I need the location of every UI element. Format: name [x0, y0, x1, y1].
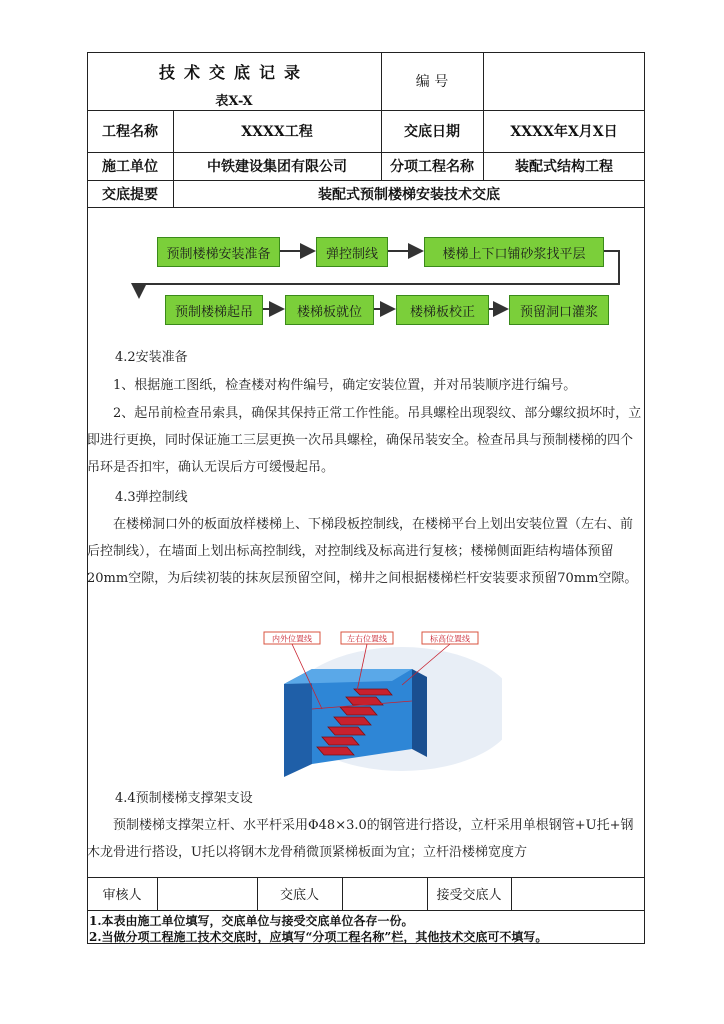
flow-step-7: 预留洞口灌浆 — [509, 295, 609, 325]
section-4-3-heading: 4.3弹控制线 — [115, 490, 188, 505]
diagram-label-2: 左右位置线 — [347, 634, 387, 644]
diagram-label-1: 内外位置线 — [272, 634, 312, 644]
form-title: 技术交底记录 — [158, 63, 309, 82]
reviewer-value — [157, 877, 257, 910]
section-4-4-text: 预制楼梯支撑架立杆、水平杆采用Φ48×3.0的钢管进行搭设，立杆采用单根钢管+U托+钢木龙骨进行搭设，U托以将钢木龙骨稍微顶紧梯板面为宜；立杆沿楼梯宽度方 — [87, 818, 634, 860]
reviewer-label: 审核人 — [102, 888, 142, 903]
discloser-label: 交底人 — [279, 888, 319, 903]
receiver-value — [511, 877, 645, 910]
section-4-2-heading: 4.2安装准备 — [115, 350, 188, 365]
flow-step-4: 预制楼梯起吊 — [165, 295, 263, 325]
section-4-3-text: 在楼梯洞口外的板面放样楼梯上、下梯段板控制线，在楼梯平台上划出安装位置（左右、前后控制线），在墙面上划出标高控制线，对控制线及标高进行复核；楼梯侧面距结构墙体预留20mm空隙，为后续初装的抹灰层预留空间，梯井之间根据楼梯栏杆安装要求预留70mm空隙。 — [87, 517, 638, 586]
note-1: 1.本表由施工单位填写，交底单位与接受交底单位各存一份。 — [89, 914, 414, 928]
stair-control-line-diagram — [262, 629, 502, 779]
table-number: 表X-X — [215, 94, 253, 109]
rule — [87, 910, 645, 911]
section-4-2-item-1: 1、根据施工图纸，检查楼对构件编号，确定安装位置，并对吊装顺序进行编号。 — [113, 378, 577, 393]
disclosure-form — [87, 52, 645, 944]
section-4-4-heading: 4.4预制楼梯支撑架支设 — [115, 791, 253, 806]
construction-unit-value: 中铁建设集团有限公司 — [207, 159, 347, 175]
diagram-label-3: 标高位置线 — [430, 634, 470, 644]
discloser-value — [342, 877, 427, 910]
number-value — [483, 52, 645, 110]
date-label: 交底日期 — [404, 124, 460, 140]
subproject-value: 装配式结构工程 — [515, 159, 613, 175]
flow-step-6: 楼梯板校正 — [396, 295, 489, 325]
construction-unit-label: 施工单位 — [102, 159, 158, 175]
summary-value: 装配式预制楼梯安装技术交底 — [318, 186, 500, 203]
flow-step-2: 弹控制线 — [316, 237, 388, 267]
subproject-label: 分项工程名称 — [390, 159, 474, 175]
project-name-label: 工程名称 — [102, 124, 158, 140]
flow-step-5: 楼梯板就位 — [285, 295, 374, 325]
receiver-label: 接受交底人 — [436, 888, 502, 903]
project-name-value: XXXX工程 — [241, 124, 313, 140]
stair-illustration — [262, 629, 502, 779]
date-value: XXXX年X月X日 — [510, 124, 618, 140]
number-label: 编 号 — [415, 74, 449, 90]
flow-step-3: 楼梯上下口铺砂浆找平层 — [424, 237, 604, 267]
note-2: 2.当做分项工程施工技术交底时，应填写“分项工程名称”栏，其他技术交底可不填写。 — [89, 930, 548, 944]
rule — [87, 207, 645, 208]
section-4-2-item-2: 2、起吊前检查吊索具，确保其保持正常工作性能。吊具螺栓出现裂纹、部分螺纹损坏时，立即进行更换，同时保证施工三层更换一次吊具螺栓，确保吊装安全。检查吊具与预制楼梯的四个吊环是否扣牢，确认无误后方可缓慢起吊。 — [87, 406, 642, 475]
flow-step-1: 预制楼梯安装准备 — [157, 237, 280, 267]
summary-label: 交底提要 — [102, 186, 158, 203]
